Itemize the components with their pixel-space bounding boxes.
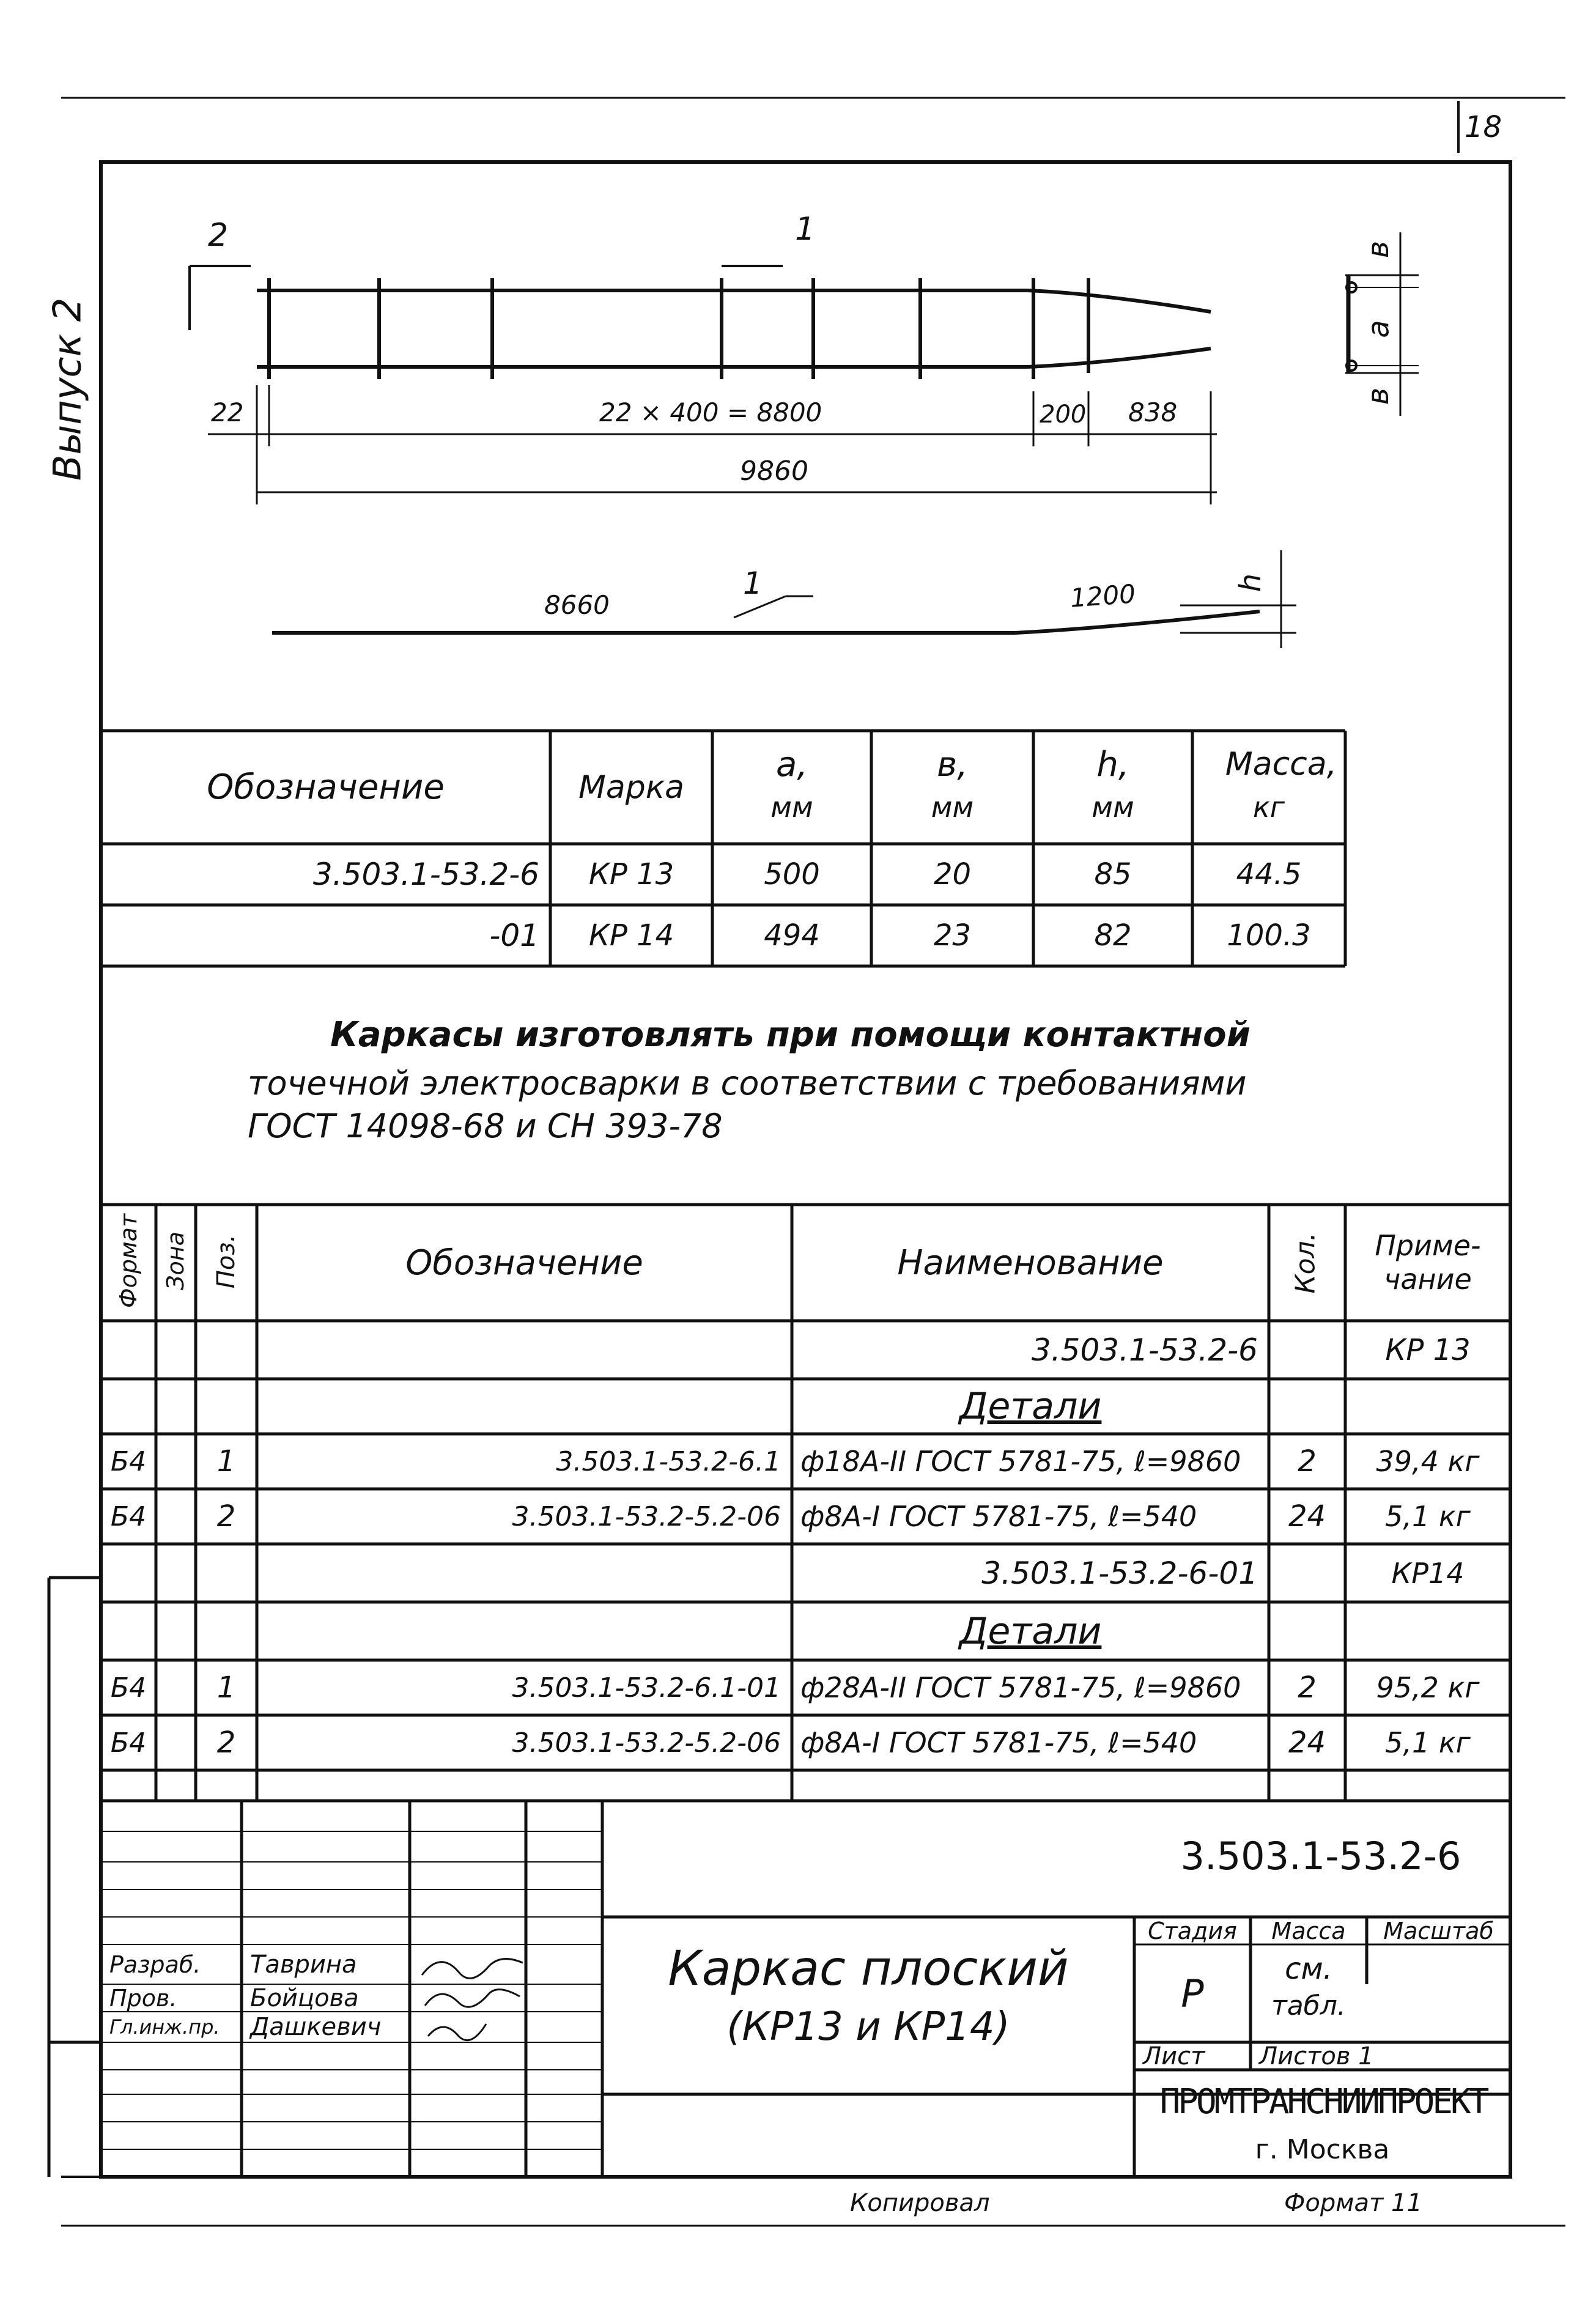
stage-value: Р bbox=[1181, 1971, 1204, 2016]
sheet-label: Лист bbox=[1143, 2042, 1205, 2070]
org-name: ПРОМТРАНСНИИПРОЕКТ bbox=[1159, 2082, 1487, 2122]
section-a: а bbox=[1361, 320, 1396, 338]
spec-row-3-format: Б4 bbox=[110, 1445, 147, 1477]
param-header-h: h, bbox=[1096, 744, 1129, 785]
bar-height-h: h bbox=[1233, 573, 1268, 593]
param-row-2-designation: -01 bbox=[489, 918, 539, 953]
bar-length-8660: 8660 bbox=[544, 590, 610, 620]
spec-row-3-qty: 2 bbox=[1298, 1444, 1317, 1479]
sig-name-2: Бойцова bbox=[250, 1984, 359, 2012]
spec-row-7-qty: 2 bbox=[1298, 1671, 1317, 1705]
param-row-2-mark: КР 14 bbox=[588, 918, 674, 953]
note-line-2: точечной электросварки в соответствии с требованиями bbox=[248, 1064, 1247, 1102]
param-row-2-a: 494 bbox=[764, 918, 820, 953]
section-b-bottom: в bbox=[1361, 387, 1396, 405]
spec-row-6-section: Детали bbox=[959, 1609, 1102, 1653]
note-line-3: ГОСТ 14098-68 и СН 393-78 bbox=[248, 1107, 723, 1145]
spec-row-8-name: ф8А-I ГОСТ 5781-75, ℓ=540 bbox=[800, 1726, 1197, 1759]
title-doc-number: 3.503.1-53.2-6 bbox=[1180, 1833, 1461, 1878]
bar-position-1: 1 bbox=[743, 566, 763, 601]
param-header-h-unit: мм bbox=[1092, 791, 1134, 824]
param-header-b: в, bbox=[937, 744, 968, 785]
spec-row-5-name: 3.503.1-53.2-6-01 bbox=[981, 1555, 1258, 1591]
param-row-1-h: 85 bbox=[1094, 857, 1132, 892]
section-mark-2: 2 bbox=[208, 217, 229, 254]
spec-row-7-pos: 1 bbox=[216, 1671, 236, 1705]
param-row-1-b: 20 bbox=[933, 857, 972, 892]
spec-row-8-qty: 24 bbox=[1288, 1726, 1326, 1760]
scale-label: Масштаб bbox=[1383, 1917, 1494, 1944]
param-row-1-mark: КР 13 bbox=[588, 857, 674, 892]
spec-row-4-designation: 3.503.1-53.2-5.2-06 bbox=[512, 1501, 781, 1532]
bar-length-1200: 1200 bbox=[1069, 578, 1137, 613]
dimension-total: 9860 bbox=[740, 456, 808, 487]
param-row-1-a: 500 bbox=[764, 857, 820, 892]
spec-row-3-pos: 1 bbox=[216, 1444, 236, 1479]
param-header-mark: Марка bbox=[578, 769, 684, 806]
spec-row-4-qty: 24 bbox=[1288, 1499, 1326, 1534]
dimension-200: 200 bbox=[1040, 401, 1087, 429]
sig-name-1: Таврина bbox=[250, 1950, 357, 1979]
spec-row-3-designation: 3.503.1-53.2-6.1 bbox=[556, 1445, 781, 1477]
spec-row-1-name: 3.503.1-53.2-6 bbox=[1031, 1332, 1258, 1368]
spec-row-4-pos: 2 bbox=[216, 1499, 236, 1534]
spec-row-8-format: Б4 bbox=[110, 1727, 147, 1759]
spec-row-3-name: ф18А-II ГОСТ 5781-75, ℓ=9860 bbox=[800, 1445, 1241, 1478]
spec-row-8-designation: 3.503.1-53.2-5.2-06 bbox=[512, 1727, 781, 1759]
mass-value-line-2: табл. bbox=[1271, 1990, 1346, 2021]
param-row-1-designation: 3.503.1-53.2-6 bbox=[312, 857, 539, 892]
spec-row-7-format: Б4 bbox=[110, 1672, 147, 1704]
param-header-a-unit: мм bbox=[770, 791, 813, 824]
param-row-2-b: 23 bbox=[933, 918, 972, 953]
spec-row-8-note: 5,1 кг bbox=[1385, 1726, 1471, 1759]
param-row-2-mass: 100.3 bbox=[1227, 918, 1311, 953]
param-header-b-unit: мм bbox=[931, 791, 974, 824]
spec-row-4-name: ф8А-I ГОСТ 5781-75, ℓ=540 bbox=[800, 1500, 1197, 1533]
org-city: г. Москва bbox=[1255, 2133, 1390, 2165]
spec-row-4-format: Б4 bbox=[110, 1501, 147, 1532]
section-b-top: в bbox=[1361, 240, 1396, 259]
param-header-a: а, bbox=[775, 744, 808, 785]
spec-row-7-note: 95,2 кг bbox=[1376, 1671, 1480, 1704]
spec-header-name: Наименование bbox=[897, 1242, 1164, 1283]
param-header-designation: Обозначение bbox=[207, 767, 445, 807]
param-row-1-mass: 44.5 bbox=[1236, 857, 1302, 892]
stage-label: Стадия bbox=[1148, 1917, 1237, 1944]
spec-row-4-note: 5,1 кг bbox=[1385, 1500, 1471, 1533]
sig-role-1: Разраб. bbox=[109, 1951, 201, 1978]
spec-row-3-note: 39,4 кг bbox=[1376, 1445, 1480, 1478]
signature-scribbles bbox=[422, 1959, 523, 2040]
dimension-main: 22 × 400 = 8800 bbox=[599, 397, 822, 427]
spec-header-qty: Кол. bbox=[1290, 1232, 1321, 1294]
footer-left: Копировал bbox=[850, 2189, 990, 2217]
spec-header-pos: Поз. bbox=[212, 1234, 240, 1289]
param-header-mass-unit: кг bbox=[1253, 791, 1285, 824]
spec-row-7-designation: 3.503.1-53.2-6.1-01 bbox=[512, 1672, 781, 1704]
spec-row-1-note: КР 13 bbox=[1385, 1332, 1471, 1367]
spec-header-zone: Зона bbox=[162, 1231, 189, 1290]
sig-name-3: Дашкевич bbox=[250, 2013, 382, 2041]
spec-row-2-section: Детали bbox=[959, 1385, 1102, 1428]
sig-role-3: Гл.инж.пр. bbox=[109, 2015, 220, 2039]
sheets-label: Листов 1 bbox=[1259, 2042, 1374, 2070]
page-number: 18 bbox=[1465, 110, 1502, 144]
note-line-1: Каркасы изготовлять при помощи контактной bbox=[330, 1015, 1251, 1055]
sig-role-2: Пров. bbox=[109, 1984, 177, 2012]
side-label: Выпуск 2 bbox=[45, 297, 90, 481]
mass-value-line-1: см. bbox=[1285, 1952, 1332, 1986]
mass-label: Масса bbox=[1271, 1917, 1346, 1944]
spec-header-designation: Обозначение bbox=[405, 1242, 643, 1283]
dimension-22: 22 bbox=[211, 397, 244, 427]
param-header-mass: Масса, bbox=[1225, 746, 1337, 783]
section-mark-1: 1 bbox=[795, 211, 816, 248]
spec-row-5-note: КР14 bbox=[1391, 1556, 1465, 1590]
title-line-1: Каркас плоский bbox=[668, 1941, 1069, 1996]
spec-row-7-name: ф28А-II ГОСТ 5781-75, ℓ=9860 bbox=[800, 1671, 1241, 1704]
param-row-2-h: 82 bbox=[1094, 918, 1132, 953]
dimension-838: 838 bbox=[1128, 397, 1178, 427]
title-line-2: (КР13 и КР14) bbox=[726, 2004, 1010, 2050]
spec-row-8-pos: 2 bbox=[216, 1726, 236, 1760]
spec-header-note: Приме- чание bbox=[1375, 1228, 1481, 1296]
footer-right: Формат 11 bbox=[1284, 2189, 1422, 2217]
spec-header-format: Формат bbox=[115, 1213, 142, 1309]
